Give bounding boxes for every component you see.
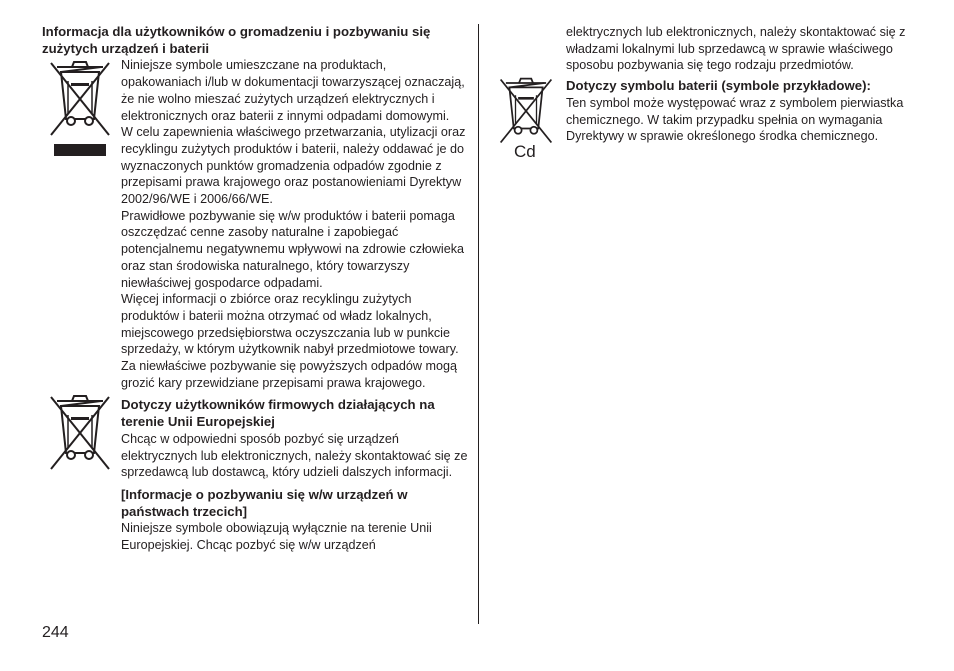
column-divider — [478, 24, 479, 624]
crossed-out-wheeled-bin-icon — [497, 76, 555, 146]
paragraph-3: Prawidłowe pozbywanie się w/w produktów i baterii pomaga oszczędzać cenne zasoby naturalne i zapobiegać potencjalnemu negatywnemu wpływowi na zdrowie człowieka oraz stan środowiska naturalnego, który towarzyszy niewłaściwej gospodarce odpadami. — [121, 208, 465, 290]
third-countries-heading: [Informacje o pozbywaniu się w/w urządzeń w państwach trzecich] — [121, 486, 408, 519]
paragraph-1: Niniejsze symbole umieszczane na produktach, opakowaniach i/lub w dokumentacji towarzyszącej oznaczają, że nie wolno mieszać zużytych urządzeń elektrycznych i elektronicznych oraz baterii z innymi odpadami domowymi. — [121, 58, 465, 123]
paragraph-4: Więcej informacji o zbiórce oraz recyklingu zużytych produktów i baterii można otrzymać od władz lokalnych, miejscowego przedsiębiorstwa oczyszczania lub w punkcie sprzedaży, w którym użytkownik nabył przedmiotowe towary. — [121, 292, 459, 357]
battery-heading: Dotyczy symbolu baterii (symbole przykładowe): — [566, 78, 871, 94]
cd-symbol: Cd — [514, 142, 536, 162]
crossed-out-wheeled-bin-icon — [47, 59, 113, 139]
right-column — [497, 24, 907, 162]
crossed-out-wheeled-bin-icon — [47, 393, 113, 473]
page-number: 244 — [42, 624, 69, 641]
business-heading: Dotyczy użytkowników firmowych działających na terenie Unii Europejskiej — [121, 397, 435, 430]
main-heading: Informacja dla użytkowników o gromadzeniu i pozbywaniu się zużytych urządzeń i baterii — [42, 24, 431, 56]
battery-text: Ten symbol może występować wraz z symbolem pierwiastka chemicznego. W takim przypadku spełnia on wymagania Dyrektywy w sprawie określonego środka chemicznego. — [566, 95, 904, 144]
business-text: Chcąc w odpowiedni sposób pozbyć się urządzeń elektrycznych lub elektronicznych, należy skontaktować się ze sprzedawcą lub dostawcą, który udzieli dalszych informacji. — [121, 431, 468, 480]
paragraph-2: W celu zapewnienia właściwego przetwarzania, utylizacji oraz recyklingu zużytych produktów i baterii, należy oddawać je do wyznaczonych punktów gromadzenia odpadów zgodnie z przepisami prawa krajowego oraz postanowieniami Dyrektyw 2002/96/WE i 2006/66/WE. — [121, 125, 466, 207]
left-column — [42, 24, 470, 554]
third-countries-text: Niniejsze symbole obowiązują wyłącznie na terenie Unii Europejskiej. Chcąc pozbyć się w/w urządzeń — [121, 521, 432, 553]
continuation-text: elektrycznych lub elektronicznych, należy skontaktować się z władzami lokalnymi lub sprzedawcą w sprawie właściwego sposobu pozbywania się tego rodzaju przedmiotów. — [566, 25, 906, 73]
battery-bar-icon — [54, 144, 106, 156]
paragraph-5: Za niewłaściwe pozbywanie się powyższych odpadów mogą grozić kary przewidziane przepisami prawa krajowego. — [121, 359, 458, 390]
